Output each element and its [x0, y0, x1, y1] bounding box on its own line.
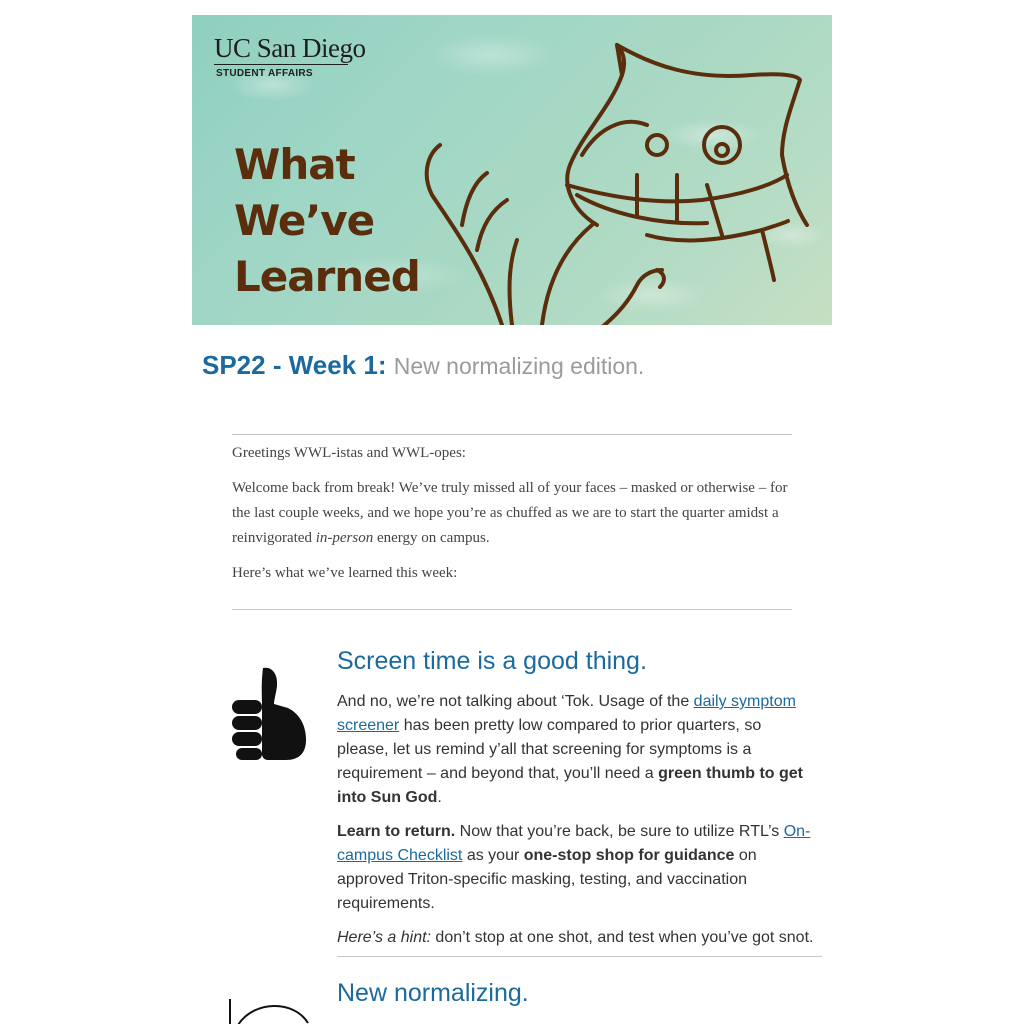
- intro-lead: Here’s what we’ve learned this week:: [232, 565, 458, 581]
- paragraph-text: on approved Triton-specific masking, testing, and vaccination requirements.: [337, 847, 757, 912]
- paragraph-text: has been pretty low compared to prior quarters, so please, let us remind y’all that screening for symptoms is a requirement – and beyond that, you’ll need a: [337, 717, 762, 782]
- section-heading: Screen time is a good thing.: [337, 647, 647, 675]
- intro-welcome-emphasis: in-person: [315, 530, 374, 546]
- intro-welcome-text-b: energy on campus.: [373, 530, 490, 546]
- divider-top: [232, 434, 792, 435]
- paragraph-text: don’t stop at one shot, and test when you’ve got snot.: [430, 929, 814, 946]
- paragraph-text: And no, we’re not talking about ‘Tok. Usage of the: [337, 693, 694, 710]
- ucsd-logo[interactable]: [214, 33, 366, 79]
- logo-subtitle: STUDENT AFFAIRS: [216, 68, 313, 79]
- section-divider: [337, 956, 822, 957]
- section-new-normalizing: [337, 978, 817, 1008]
- banner-title: [234, 137, 420, 305]
- logo-rule: [214, 64, 348, 65]
- divider-bottom: [232, 609, 792, 610]
- paragraph-strong: green thumb to get into Sun God: [337, 765, 803, 806]
- daily-symptom-screener-link[interactable]: daily symptom screener: [337, 693, 796, 734]
- header-banner: [192, 15, 832, 325]
- edition-subtitle: New normalizing edition.: [393, 353, 645, 379]
- edition-label: SP22 - Week 1:: [202, 350, 387, 380]
- section-paragraph-1: [337, 690, 817, 810]
- logo-name: UC San Diego: [214, 33, 366, 63]
- intro-welcome-text-a: Welcome back from break! We’ve truly missed all of your faces – masked or otherwise – for the last couple weeks, and we hope you’re as chuffed as we are to start the quarter amidst a reinvigorated: [232, 480, 788, 546]
- paragraph-text: .: [437, 789, 442, 806]
- paragraph-text: Now that you’re back, be sure to utilize RTL’s: [455, 823, 784, 840]
- section-body: [337, 690, 817, 950]
- section-screen-time: [337, 646, 817, 960]
- intro-text: [232, 441, 792, 596]
- triton-mascot-illustration: [422, 35, 832, 325]
- section-heading: New normalizing.: [337, 979, 529, 1007]
- banner-title-line-2: We’ve: [234, 196, 375, 245]
- intro-welcome: [232, 476, 792, 551]
- section-2-icon: [224, 995, 314, 1024]
- paragraph-strong: one-stop shop for guidance: [523, 847, 735, 864]
- on-campus-checklist-link[interactable]: On-campus Checklist: [337, 823, 811, 864]
- section-paragraph-3: [337, 926, 817, 950]
- banner-title-line-3: Learned: [234, 252, 420, 301]
- banner-title-line-1: What: [234, 140, 355, 189]
- paragraph-emphasis: Here’s a hint:: [337, 929, 431, 946]
- intro-greeting: Greetings WWL-istas and WWL-opes:: [232, 445, 466, 461]
- paragraph-strong: Learn to return.: [337, 823, 456, 840]
- paragraph-text: as your: [462, 847, 524, 864]
- section-paragraph-2: [337, 820, 817, 916]
- edition-title: [202, 350, 644, 381]
- thumbs-up-icon: [228, 664, 308, 764]
